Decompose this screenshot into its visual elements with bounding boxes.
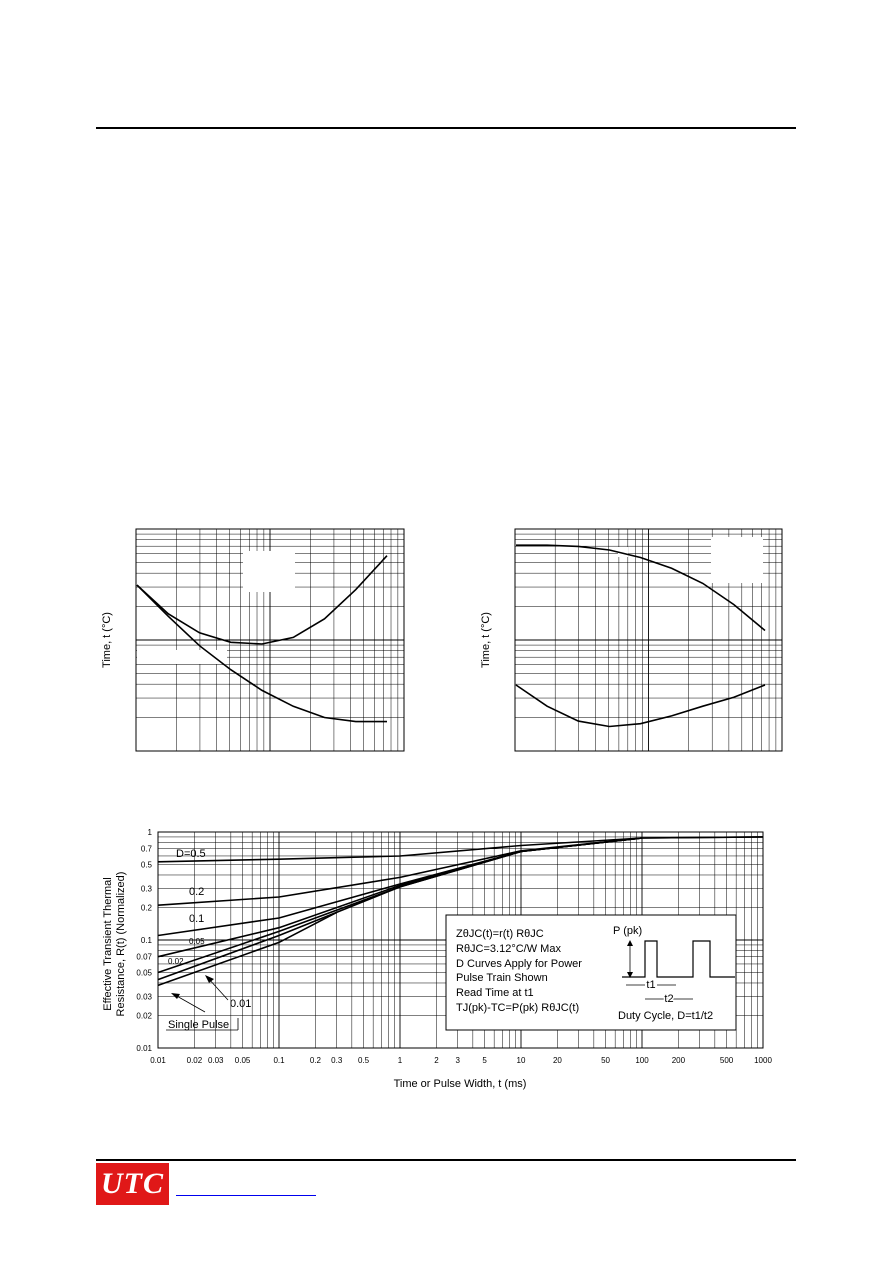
duty-cycle-label: Duty Cycle, D=t1/t2 bbox=[618, 1010, 714, 1022]
chart-3-x-tick-label: 0.2 bbox=[309, 1056, 321, 1065]
note-5: TJ(pk)-TC=P(pk) RθJC(t) bbox=[456, 1002, 580, 1014]
note-2: D Curves Apply for Power bbox=[456, 958, 582, 970]
label-d005: 0.05 bbox=[189, 937, 205, 946]
chart-3-x-tick-label: 20 bbox=[552, 1056, 562, 1065]
chart-3-y-tick-label: 0.2 bbox=[140, 903, 152, 913]
note-1: RθJC=3.12°C/W Max bbox=[456, 943, 561, 955]
chart-3-y-tick-label: 0.3 bbox=[140, 884, 152, 894]
chart-1-ylabel: Time, t (°C) bbox=[101, 612, 113, 668]
label-d01: 0.1 bbox=[189, 913, 205, 925]
note-3: Pulse Train Shown bbox=[456, 972, 548, 984]
label-d05: D=0.5 bbox=[176, 848, 206, 860]
chart-3-y-tick-label: 0.5 bbox=[140, 860, 152, 870]
chart-3-x-tick-label: 1 bbox=[397, 1056, 403, 1065]
single-pulse-arrow bbox=[175, 995, 205, 1012]
single-pulse-arrowhead bbox=[171, 993, 180, 999]
t1-label: t1 bbox=[646, 979, 656, 991]
chart-3-x-tick-label: 0.3 bbox=[331, 1056, 343, 1065]
label-d001: 0.01 bbox=[230, 998, 252, 1010]
chart-3-x-tick-label: 0.5 bbox=[358, 1056, 370, 1065]
chart-3-x-tick-label: 100 bbox=[635, 1056, 649, 1065]
chart-3-y-tick-label: 0.01 bbox=[136, 1044, 152, 1053]
chart-3-x-tick-label: 0.1 bbox=[273, 1056, 285, 1065]
label-d002: 0.02 bbox=[168, 957, 184, 966]
chart-2-series-1 bbox=[516, 685, 765, 727]
chart-3-x-tick-label: 3 bbox=[455, 1056, 460, 1065]
d001-arrowhead bbox=[205, 975, 214, 983]
chart-3-y-tick-label: 0.03 bbox=[136, 992, 152, 1002]
chart-3-x-tick-label: 5 bbox=[482, 1056, 487, 1065]
chart-3-y-tick-label: 0.1 bbox=[140, 936, 152, 945]
chart-1-legend-box bbox=[243, 551, 295, 592]
chart-3-x-tick-label: 10 bbox=[516, 1056, 526, 1065]
chart-3-x-tick-label: 50 bbox=[601, 1056, 611, 1065]
chart-3-x-tick-label: 200 bbox=[671, 1056, 686, 1065]
chart-3 bbox=[102, 828, 772, 1090]
chart-3-ylabel-line1: Effective Transient Thermal bbox=[102, 877, 114, 1011]
chart-3-x-ticks bbox=[150, 1056, 772, 1065]
t2-label: t2 bbox=[664, 993, 674, 1005]
chart-3-xlabel: Time or Pulse Width, t (ms) bbox=[393, 1078, 527, 1090]
chart-3-y-tick-label: 0.05 bbox=[136, 968, 152, 978]
note-4: Read Time at t1 bbox=[456, 987, 534, 999]
chart-3-y-tick-label: 0.07 bbox=[136, 952, 152, 962]
chart-3-y-tick-label: 1 bbox=[147, 828, 152, 837]
chart-3-x-tick-label: 0.05 bbox=[234, 1056, 251, 1065]
label-d02: 0.2 bbox=[189, 886, 205, 898]
chart-3-x-tick-label: 0.03 bbox=[207, 1056, 224, 1065]
pulse-peak-label: P (pk) bbox=[613, 925, 643, 937]
chart-3-y-tick-label: 0.02 bbox=[136, 1011, 152, 1021]
chart-3-series-0 bbox=[158, 837, 763, 862]
chart-1 bbox=[101, 529, 404, 751]
chart-3-x-tick-label: 0.02 bbox=[186, 1056, 203, 1065]
chart-3-x-tick-label: 2 bbox=[434, 1056, 439, 1065]
chart-2-ylabel: Time, t (°C) bbox=[480, 612, 492, 668]
logo-text: UTC bbox=[101, 1167, 164, 1200]
chart-2 bbox=[480, 529, 782, 751]
chart-3-series-1 bbox=[158, 837, 763, 905]
chart-3-ylabel-line2: Resistance, R(t) (Normalized) bbox=[115, 871, 127, 1017]
chart-3-x-tick-label: 0.01 bbox=[150, 1056, 166, 1065]
note-0: ZθJC(t)=r(t) RθJC bbox=[456, 928, 544, 940]
chart-3-y-ticks bbox=[136, 828, 152, 1053]
chart-3-x-tick-label: 1000 bbox=[754, 1056, 772, 1065]
chart-3-x-tick-label: 500 bbox=[719, 1056, 734, 1065]
chart-3-y-tick-label: 0.7 bbox=[140, 844, 152, 854]
chart-2-legend-box bbox=[711, 537, 763, 583]
label-single-pulse: Single Pulse bbox=[168, 1019, 230, 1031]
